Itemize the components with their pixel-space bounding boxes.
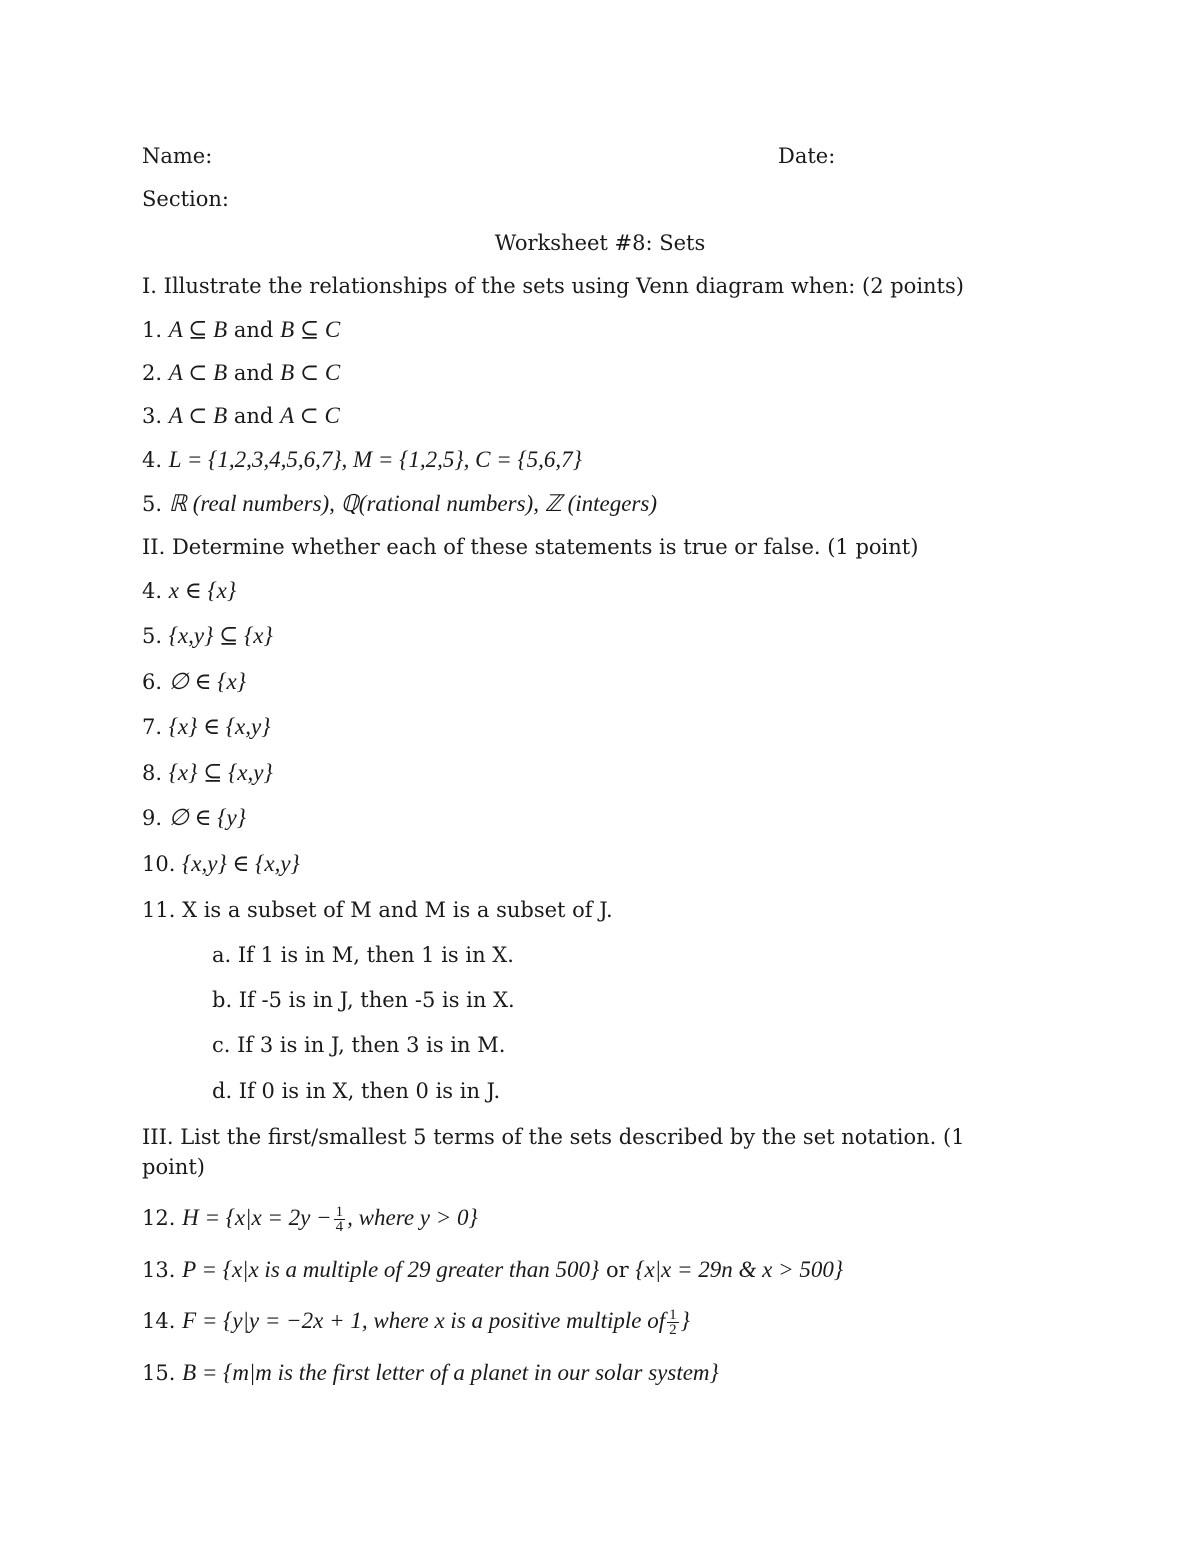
question-number: 2. bbox=[142, 361, 163, 385]
math-expression: ℝ (real numbers), ℚ(rational numbers), ℤ (integers) bbox=[168, 491, 657, 516]
date-label: Date: bbox=[778, 144, 836, 168]
part3-heading-line2: point) bbox=[142, 1155, 205, 1179]
math-expression: F = {y|y = −2x + 1, where x is a positive multiple of bbox=[182, 1308, 666, 1333]
section-label: Section: bbox=[142, 187, 229, 211]
question-3 bbox=[142, 401, 340, 431]
question-number: 13. bbox=[142, 1258, 176, 1282]
part2-heading: II. Determine whether each of these statements is true or false. (1 point) bbox=[142, 535, 919, 559]
question-11a: a. If 1 is in M, then 1 is in X. bbox=[212, 943, 514, 967]
question-15 bbox=[142, 1358, 719, 1388]
question-11c: c. If 3 is in J, then 3 is in M. bbox=[212, 1033, 506, 1057]
math-expression: A ⊆ B bbox=[168, 317, 228, 342]
question-5-number-sets bbox=[142, 489, 657, 519]
fraction-denominator: 2 bbox=[669, 1322, 677, 1338]
question-1 bbox=[142, 315, 340, 345]
math-expression: A ⊂ B bbox=[168, 403, 228, 428]
math-expression: B ⊂ C bbox=[280, 360, 341, 385]
question-2 bbox=[142, 358, 340, 388]
fraction-numerator: 1 bbox=[335, 1204, 344, 1220]
statement-item bbox=[142, 712, 270, 742]
name-label: Name: bbox=[142, 144, 213, 168]
question-number: 1. bbox=[142, 318, 163, 342]
math-expression: {x,y} ∈ {x,y} bbox=[182, 851, 300, 876]
question-number: 9. bbox=[142, 806, 163, 830]
math-expression: B ⊆ C bbox=[280, 317, 341, 342]
math-expression: B = {m|m is the first letter of a planet in our solar system} bbox=[182, 1360, 719, 1385]
fraction bbox=[667, 1308, 679, 1337]
question-11d: d. If 0 is in X, then 0 is in J. bbox=[212, 1079, 501, 1103]
question-number: 5. bbox=[142, 624, 163, 648]
statement-item bbox=[142, 803, 246, 833]
math-expression: ∅ ∈ {y} bbox=[168, 805, 246, 830]
question-14 bbox=[142, 1306, 690, 1337]
conjunction: and bbox=[233, 361, 274, 385]
question-number: 12. bbox=[142, 1206, 176, 1230]
part3-heading-line1: III. List the first/smallest 5 terms of the sets described by the set notation. (1 bbox=[142, 1125, 965, 1149]
math-expression: {x} ∈ {x,y} bbox=[168, 714, 271, 739]
question-12 bbox=[142, 1203, 478, 1234]
worksheet-title: Worksheet #8: Sets bbox=[494, 231, 706, 255]
question-number: 6. bbox=[142, 670, 163, 694]
question-number: 10. bbox=[142, 852, 176, 876]
conjunction: and bbox=[233, 318, 274, 342]
conjunction: and bbox=[233, 404, 274, 428]
question-number: 5. bbox=[142, 492, 163, 516]
question-number: 15. bbox=[142, 1361, 176, 1385]
question-number: 4. bbox=[142, 579, 163, 603]
fraction bbox=[334, 1205, 346, 1234]
question-4-sets bbox=[142, 445, 582, 475]
question-number: 4. bbox=[142, 448, 163, 472]
question-number: 7. bbox=[142, 715, 163, 739]
math-expression: , where y > 0} bbox=[347, 1205, 478, 1230]
math-expression: {x,y} ⊆ {x} bbox=[168, 623, 273, 648]
question-number: 3. bbox=[142, 404, 163, 428]
math-expression: {x|x = 29n & x > 500} bbox=[635, 1257, 844, 1282]
math-expression: {x} ⊆ {x,y} bbox=[168, 760, 273, 785]
statement-item bbox=[142, 667, 246, 697]
math-expression: H = {x|x = 2y − bbox=[182, 1205, 332, 1230]
part1-heading: I. Illustrate the relationships of the sets using Venn diagram when: (2 points) bbox=[142, 274, 964, 298]
question-11-stem: 11. X is a subset of M and M is a subset of J. bbox=[142, 898, 613, 922]
math-expression: x ∈ {x} bbox=[168, 578, 237, 603]
math-expression: P = {x|x is a multiple of 29 greater than 500} bbox=[182, 1257, 600, 1282]
math-expression: ∅ ∈ {x} bbox=[168, 669, 246, 694]
fraction-denominator: 4 bbox=[335, 1219, 344, 1235]
math-expression: A ⊂ B bbox=[168, 360, 228, 385]
math-expression: A ⊂ C bbox=[280, 403, 340, 428]
fraction-numerator: 1 bbox=[669, 1307, 677, 1323]
statement-item bbox=[142, 576, 236, 606]
statement-item bbox=[142, 849, 300, 879]
question-11b: b. If -5 is in J, then -5 is in X. bbox=[212, 988, 515, 1012]
math-expression: L = {1,2,3,4,5,6,7}, M = {1,2,5}, C = {5,6,7} bbox=[168, 447, 582, 472]
question-13 bbox=[142, 1255, 843, 1285]
question-number: 14. bbox=[142, 1309, 176, 1333]
statement-item bbox=[142, 758, 273, 788]
conjunction: or bbox=[605, 1258, 629, 1282]
statement-item bbox=[142, 621, 273, 651]
math-expression: } bbox=[680, 1308, 690, 1333]
question-number: 8. bbox=[142, 761, 163, 785]
